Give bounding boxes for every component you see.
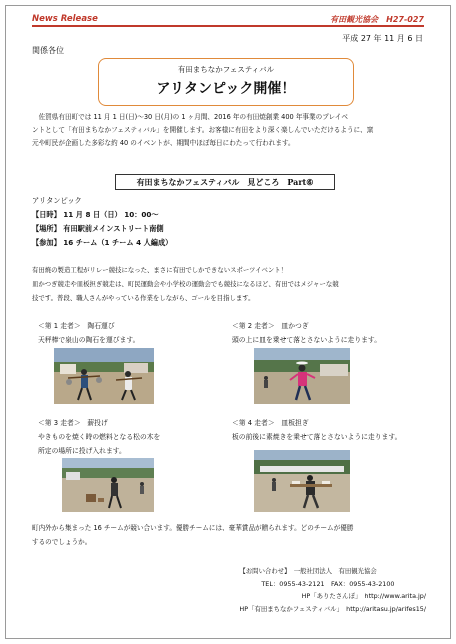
issue-date: 平成 27 年 11 月 6 日 — [342, 34, 423, 43]
closing-line: するのでしょうか。 — [32, 538, 92, 546]
intro-paragraph — [32, 111, 424, 150]
runner-4-text: 板の前後に素焼きを乗せて落とさないように走ります。 — [232, 433, 402, 441]
news-release-label: News Release — [32, 14, 98, 24]
contact-tel-fax: TEL：0955-43-2121 FAX：0955-43-2100 — [261, 579, 395, 588]
runner-3-text-line1: やきものを焼く時の燃料となる松の木を — [38, 433, 161, 441]
event-date: 【日時】 11 月 8 日（日） 10：00～ — [32, 210, 159, 219]
title-box — [98, 58, 354, 106]
runner-4-title: ＜第 4 走者＞ 皿板担ぎ — [232, 419, 309, 427]
intro-line: 佐賀県有田町では 11 月 1 日(日)～30 日(月)の 1 ヶ月間、2016 年の有田焼創業 400 年事業のプレイベ — [32, 113, 348, 121]
photo-board-carrying-icon — [254, 450, 350, 512]
runner-3-photo — [62, 458, 154, 512]
org-code: 有田観光協会 H27-027 — [330, 15, 424, 24]
runner-3-text-line2: 所定の場所に投げ入れます。 — [38, 447, 126, 455]
runner-3-title: ＜第 3 走者＞ 薪投げ — [38, 419, 108, 427]
intro-line: ントとして「有田まちなかフェスティバル」を開催します。お客様に有田をより深く楽しんでいただけるように、窯 — [32, 126, 374, 134]
event-name: アリタンピック — [32, 196, 82, 205]
description-line: 技です。普段、職人さんがやっている作業をしながら、ゴールを目指します。 — [32, 294, 255, 302]
intro-line: 元や町民が企画した多彩な約 40 のイベントが、期間中ほぼ毎日にわたって行われます。 — [32, 139, 295, 147]
description-line: 皿かつぎ競走や皿板担ぎ競走は、町民運動会や小学校の運動会でも競技になるほど、有田ではメジャーな競 — [32, 280, 339, 288]
header-bar — [32, 14, 424, 27]
title-heading: アリタンピック開催！ — [156, 81, 296, 97]
description-line: 有田焼の製造工程がリレー競技になった、まさに有田でしかできないスポーツイベント！ — [32, 266, 288, 274]
contact-hp-arita-sanpo[interactable]: HP「ありたさんぽ」 http://www.arita.jp/ — [301, 592, 426, 600]
event-entry: 【参加】 16 チーム（1 チーム 4 人編成） — [32, 238, 173, 247]
photo-firewood-throwing-icon — [62, 458, 154, 512]
closing-paragraph — [32, 521, 424, 549]
runner-1-title: ＜第 1 走者＞ 陶石運び — [38, 322, 115, 330]
photo-plate-carrying-icon — [254, 348, 350, 404]
contact-heading: 【お問い合わせ】 一般社団法人 有田観光協会 — [239, 567, 377, 575]
runner-2-text: 頭の上に皿を乗せて落とさないように走ります。 — [232, 336, 381, 344]
runner-3-block — [38, 416, 160, 458]
photo-stone-carrying-icon — [54, 348, 154, 404]
runner-1-text: 天秤棒で泉山の陶石を運びます。 — [38, 336, 140, 344]
runner-1-block — [38, 319, 139, 347]
contact-hp-festival[interactable]: HP「有田まちなかフェスティバル」 http://aritasu.jp/arifes15/ — [239, 604, 426, 613]
closing-line: 町内外から集まった 16 チームが競い合います。優勝チームには、豪華賞品が贈られます。どのチームが優勝 — [32, 524, 354, 532]
event-info — [32, 194, 172, 250]
runner-2-title: ＜第 2 走者＞ 皿かつぎ — [232, 322, 309, 330]
runner-2-block — [232, 319, 381, 347]
addressee: 関係各位 — [32, 46, 64, 55]
runner-2-photo — [254, 348, 350, 404]
title-subheading: 有田まちなかフェスティバル — [177, 65, 275, 74]
runner-4-block — [232, 416, 401, 444]
contact-block — [239, 565, 426, 615]
section-title: 有田まちなかフェスティバル 見どころ Part⑥ — [115, 174, 335, 190]
runner-4-photo — [254, 450, 350, 512]
runner-1-photo — [54, 348, 154, 404]
event-description — [32, 263, 424, 305]
event-place: 【場所】 有田駅前メインストリート南側 — [32, 224, 164, 233]
